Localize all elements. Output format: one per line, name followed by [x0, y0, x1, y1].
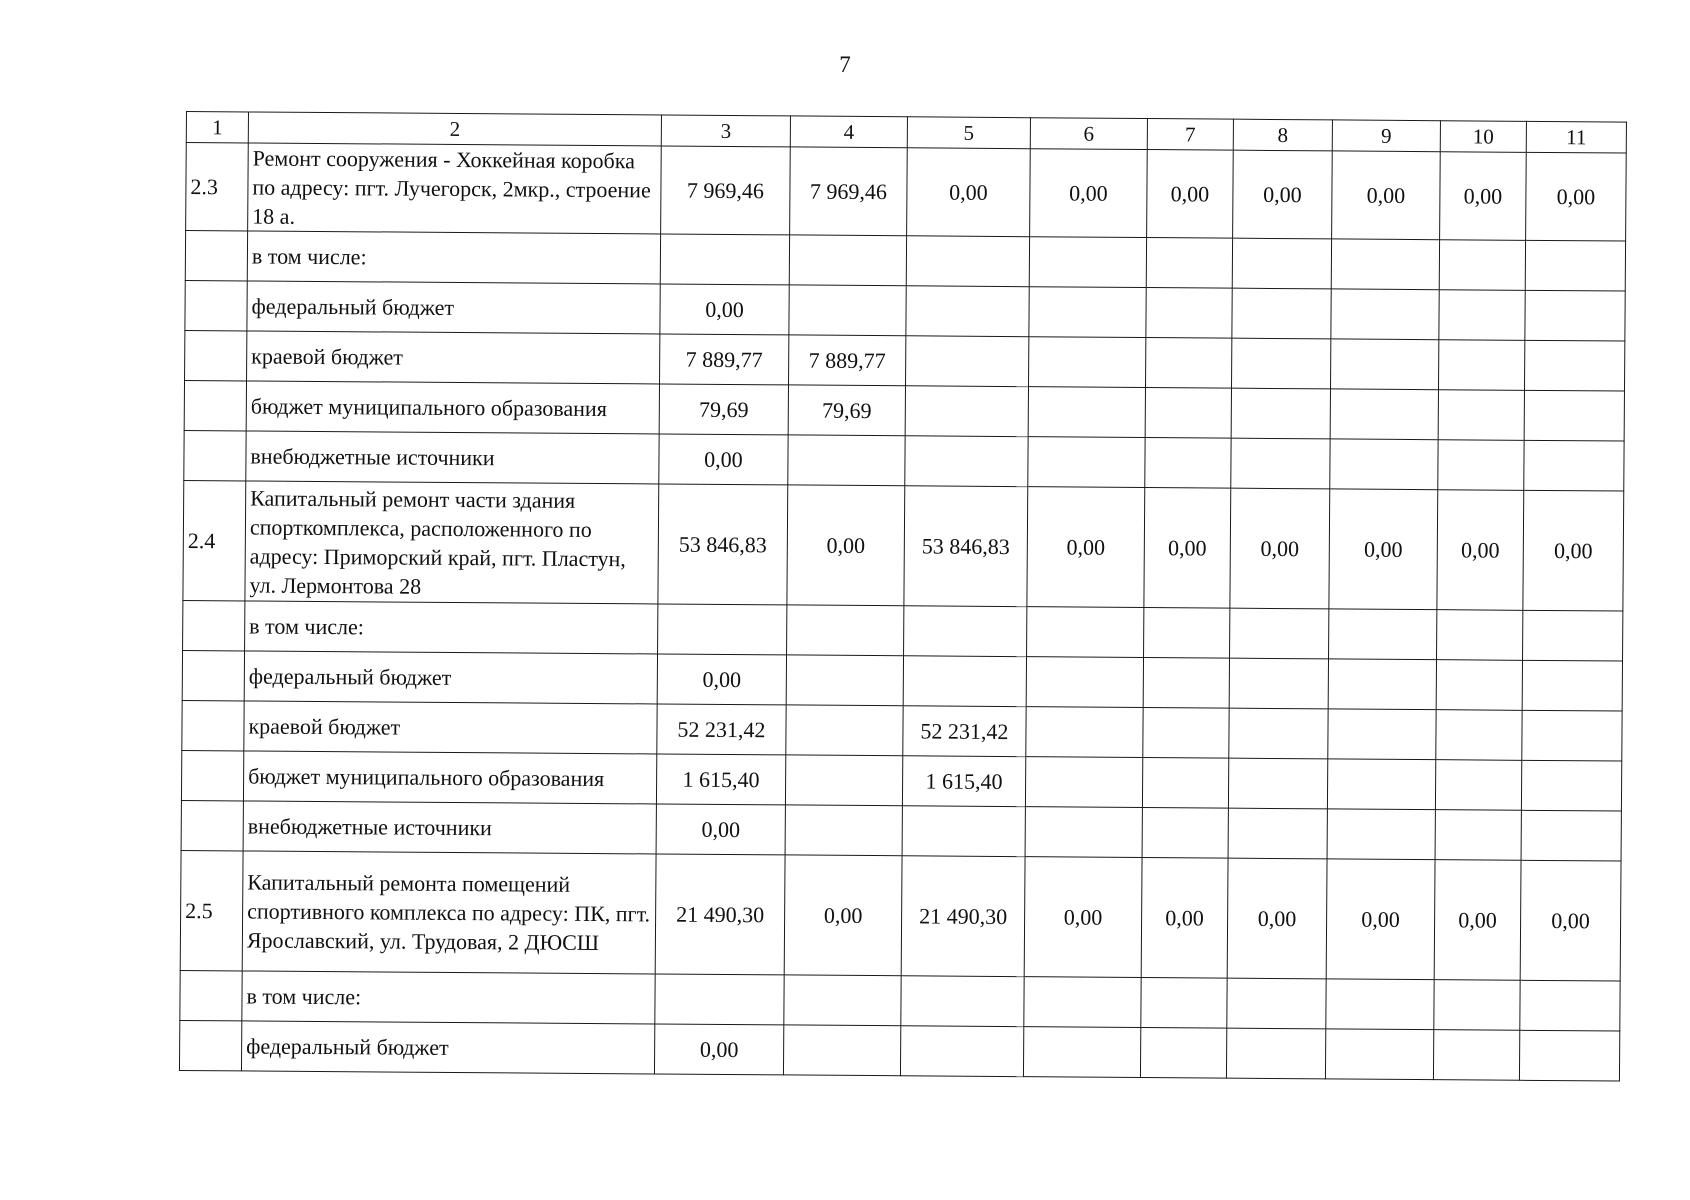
- row-index: 2.4: [183, 480, 246, 600]
- cell-col10: [1434, 980, 1520, 1031]
- cell-col6: [1023, 1027, 1140, 1078]
- cell-col8: [1227, 978, 1326, 1029]
- cell-col11: 0,00: [1520, 860, 1621, 981]
- cell-col3: 7 889,77: [660, 334, 789, 385]
- row-name: федеральный бюджет: [247, 281, 660, 334]
- cell-col10: [1435, 760, 1521, 811]
- cell-col7: [1143, 708, 1229, 759]
- header-cell: 6: [1030, 118, 1147, 150]
- cell-col4: 0,00: [784, 855, 902, 976]
- cell-col10: [1437, 610, 1523, 661]
- row-name: в том числе:: [245, 601, 658, 654]
- cell-col11: [1525, 240, 1625, 291]
- cell-col5: 53 846,83: [904, 486, 1028, 607]
- cell-col3: 21 490,30: [655, 854, 785, 975]
- cell-col10: [1438, 390, 1524, 441]
- cell-col8: [1228, 808, 1327, 859]
- cell-col3: 0,00: [654, 1024, 783, 1075]
- header-cell: 4: [790, 116, 907, 148]
- cell-col6: [1029, 337, 1146, 388]
- row-index: 2.5: [180, 850, 243, 970]
- cell-col8: [1228, 758, 1327, 809]
- cell-col11: [1521, 810, 1621, 861]
- cell-col6: [1024, 977, 1141, 1028]
- row-name: в том числе:: [247, 231, 660, 284]
- cell-col9: 0,00: [1329, 489, 1438, 610]
- cell-col8: [1231, 438, 1330, 489]
- row-name: федеральный бюджет: [244, 651, 657, 704]
- row-name: краевой бюджет: [247, 331, 660, 384]
- cell-col4: [785, 755, 902, 806]
- cell-col3: [655, 974, 784, 1025]
- row-index: [183, 600, 245, 650]
- cell-col8: [1231, 338, 1330, 389]
- cell-col3: [660, 234, 789, 285]
- cell-col7: [1145, 338, 1231, 389]
- row-name: бюджет муниципального образования: [246, 381, 659, 434]
- row-index: [182, 700, 244, 750]
- cell-col4: [788, 435, 905, 486]
- cell-col8: [1232, 238, 1331, 289]
- cell-col5: 21 490,30: [901, 856, 1025, 977]
- cell-col4: 7 889,77: [789, 335, 906, 386]
- cell-col9: [1328, 709, 1436, 760]
- cell-col3: 0,00: [660, 284, 789, 335]
- row-index: [181, 800, 243, 850]
- cell-col9: [1330, 389, 1438, 440]
- cell-col10: [1436, 710, 1522, 761]
- cell-col7: [1146, 238, 1232, 289]
- cell-col11: 0,00: [1523, 490, 1624, 611]
- table-body: [179, 112, 1626, 1082]
- row-index: [184, 430, 246, 480]
- cell-col7: [1141, 978, 1227, 1029]
- cell-col7: [1142, 758, 1228, 809]
- cell-col11: [1521, 760, 1621, 811]
- cell-col11: [1525, 290, 1625, 341]
- cell-col6: [1028, 387, 1145, 438]
- cell-col7: [1145, 388, 1231, 439]
- row-name: Капитальный ремонт части здания спорткомплекса, расположенного по адресу: Приморский край, пгт. Пластун, ул. Лермонтова 28: [245, 481, 659, 604]
- cell-col11: [1523, 610, 1623, 661]
- cell-col4: 7 969,46: [790, 147, 908, 236]
- cell-col6: 0,00: [1027, 487, 1145, 608]
- cell-col4: [786, 705, 903, 756]
- page-number: 7: [839, 52, 851, 77]
- row-name: Ремонт сооружения - Хоккейная коробка по адресу: пгт. Лучегорск, 2мкр., строение 18 а.: [248, 143, 662, 234]
- row-name: внебюджетные источники: [243, 801, 656, 854]
- cell-col5: [905, 436, 1028, 487]
- cell-col11: [1522, 710, 1622, 761]
- cell-col8: [1226, 1028, 1325, 1079]
- cell-col5: [903, 656, 1026, 707]
- header-cell: 2: [248, 112, 661, 146]
- cell-col8: [1230, 608, 1329, 659]
- cell-col11: [1524, 340, 1624, 391]
- cell-col3: 0,00: [657, 654, 786, 705]
- cell-col9: [1327, 759, 1435, 810]
- cell-col8: 0,00: [1230, 488, 1330, 609]
- row-name: внебюджетные источники: [246, 431, 659, 484]
- cell-col10: [1433, 1030, 1519, 1081]
- row-index: [182, 650, 244, 700]
- cell-col5: [902, 806, 1025, 857]
- cell-col6: [1029, 287, 1146, 338]
- cell-col10: 0,00: [1440, 152, 1527, 241]
- cell-col3: 53 846,83: [658, 484, 788, 605]
- cell-col7: [1140, 1028, 1226, 1079]
- cell-col7: [1145, 438, 1231, 489]
- cell-col10: [1436, 660, 1522, 711]
- cell-col10: [1439, 240, 1525, 291]
- cell-col9: [1329, 609, 1437, 660]
- cell-col11: [1520, 980, 1620, 1031]
- cell-col3: [658, 604, 787, 655]
- table-row: [186, 143, 1627, 242]
- cell-col3: 52 231,42: [657, 704, 786, 755]
- cell-col4: 79,69: [788, 385, 905, 436]
- header-cell: 5: [907, 117, 1030, 149]
- cell-col8: 0,00: [1227, 858, 1327, 979]
- row-name: бюджет муниципального образования: [243, 751, 656, 804]
- cell-col6: 0,00: [1024, 857, 1142, 978]
- cell-col9: [1330, 339, 1438, 390]
- cell-col9: [1328, 659, 1436, 710]
- cell-col5: 0,00: [907, 148, 1031, 237]
- cell-col9: [1331, 289, 1439, 340]
- budget-table: [179, 111, 1627, 1082]
- cell-col5: [906, 236, 1029, 287]
- cell-col5: [905, 386, 1028, 437]
- cell-col5: [906, 286, 1029, 337]
- header-cell: 3: [661, 115, 790, 147]
- cell-col9: [1326, 979, 1434, 1030]
- cell-col6: [1028, 437, 1145, 488]
- row-index: [185, 330, 247, 380]
- table-row: [183, 480, 1624, 611]
- cell-col6: [1025, 807, 1142, 858]
- cell-col4: [783, 1025, 900, 1076]
- row-name: федеральный бюджет: [241, 1021, 654, 1074]
- row-index: [185, 231, 247, 281]
- cell-col9: [1325, 1029, 1433, 1080]
- cell-col7: 0,00: [1147, 150, 1234, 239]
- cell-col10: [1435, 810, 1521, 861]
- cell-col9: [1331, 239, 1439, 290]
- cell-col5: [906, 336, 1029, 387]
- cell-col10: [1439, 290, 1525, 341]
- cell-col4: [784, 975, 901, 1026]
- cell-col4: 0,00: [787, 485, 905, 606]
- cell-col3: 1 615,40: [656, 754, 785, 805]
- table-row: [179, 1020, 1619, 1081]
- cell-col11: [1522, 660, 1622, 711]
- cell-col11: [1519, 1030, 1619, 1081]
- cell-col6: [1026, 707, 1143, 758]
- cell-col6: 0,00: [1030, 149, 1148, 238]
- cell-col9: 0,00: [1332, 151, 1441, 240]
- header-cell: 9: [1332, 120, 1440, 152]
- cell-col5: [901, 976, 1024, 1027]
- cell-col10: [1438, 440, 1524, 491]
- cell-col4: [789, 235, 906, 286]
- cell-col7: [1142, 808, 1228, 859]
- row-index: [179, 1020, 241, 1070]
- cell-col7: [1144, 608, 1230, 659]
- cell-col7: 0,00: [1144, 488, 1231, 609]
- cell-col11: 0,00: [1526, 152, 1627, 241]
- header-cell: 8: [1233, 119, 1332, 151]
- cell-col11: [1524, 440, 1624, 491]
- cell-col3: 79,69: [659, 384, 788, 435]
- table-row: [180, 850, 1621, 981]
- cell-col10: [1438, 340, 1524, 391]
- cell-col7: 0,00: [1141, 858, 1228, 979]
- cell-col4: [789, 285, 906, 336]
- cell-col8: [1229, 708, 1328, 759]
- row-index: [181, 750, 243, 800]
- cell-col10: 0,00: [1434, 860, 1521, 981]
- header-cell: 10: [1440, 121, 1526, 153]
- cell-col8: [1229, 658, 1328, 709]
- cell-col5: [900, 1026, 1023, 1077]
- cell-col6: [1029, 237, 1146, 288]
- row-index: [184, 380, 246, 430]
- cell-col5: [904, 606, 1027, 657]
- cell-col8: [1232, 288, 1331, 339]
- cell-col5: 52 231,42: [903, 706, 1026, 757]
- row-name: Капитальный ремонта помещений спортивного комплекса по адресу: ПК, пгт. Ярославский, ул. Трудовая, 2 ДЮСШ: [242, 851, 656, 974]
- cell-col8: [1231, 388, 1330, 439]
- header-cell: 7: [1147, 119, 1233, 151]
- cell-col4: [786, 655, 903, 706]
- header-cell: 11: [1526, 121, 1626, 153]
- cell-col7: [1143, 658, 1229, 709]
- cell-col3: 0,00: [659, 434, 788, 485]
- cell-col6: [1026, 657, 1143, 708]
- cell-col10: 0,00: [1437, 490, 1524, 611]
- header-cell: 1: [186, 112, 248, 143]
- row-name: в том числе:: [242, 971, 655, 1024]
- cell-col11: [1524, 390, 1624, 441]
- cell-col9: 0,00: [1326, 859, 1435, 980]
- cell-col4: [787, 605, 904, 656]
- row-index: [180, 970, 242, 1020]
- cell-col7: [1146, 288, 1232, 339]
- cell-col3: 7 969,46: [661, 146, 791, 235]
- cell-col6: [1027, 607, 1144, 658]
- cell-col4: [785, 805, 902, 856]
- cell-col9: [1330, 439, 1438, 490]
- row-index: 2.3: [186, 143, 249, 231]
- cell-col6: [1025, 757, 1142, 808]
- row-name: краевой бюджет: [244, 701, 657, 754]
- cell-col9: [1327, 809, 1435, 860]
- cell-col3: 0,00: [656, 804, 785, 855]
- row-index: [185, 280, 247, 330]
- cell-col5: 1 615,40: [902, 756, 1025, 807]
- cell-col8: 0,00: [1233, 150, 1333, 239]
